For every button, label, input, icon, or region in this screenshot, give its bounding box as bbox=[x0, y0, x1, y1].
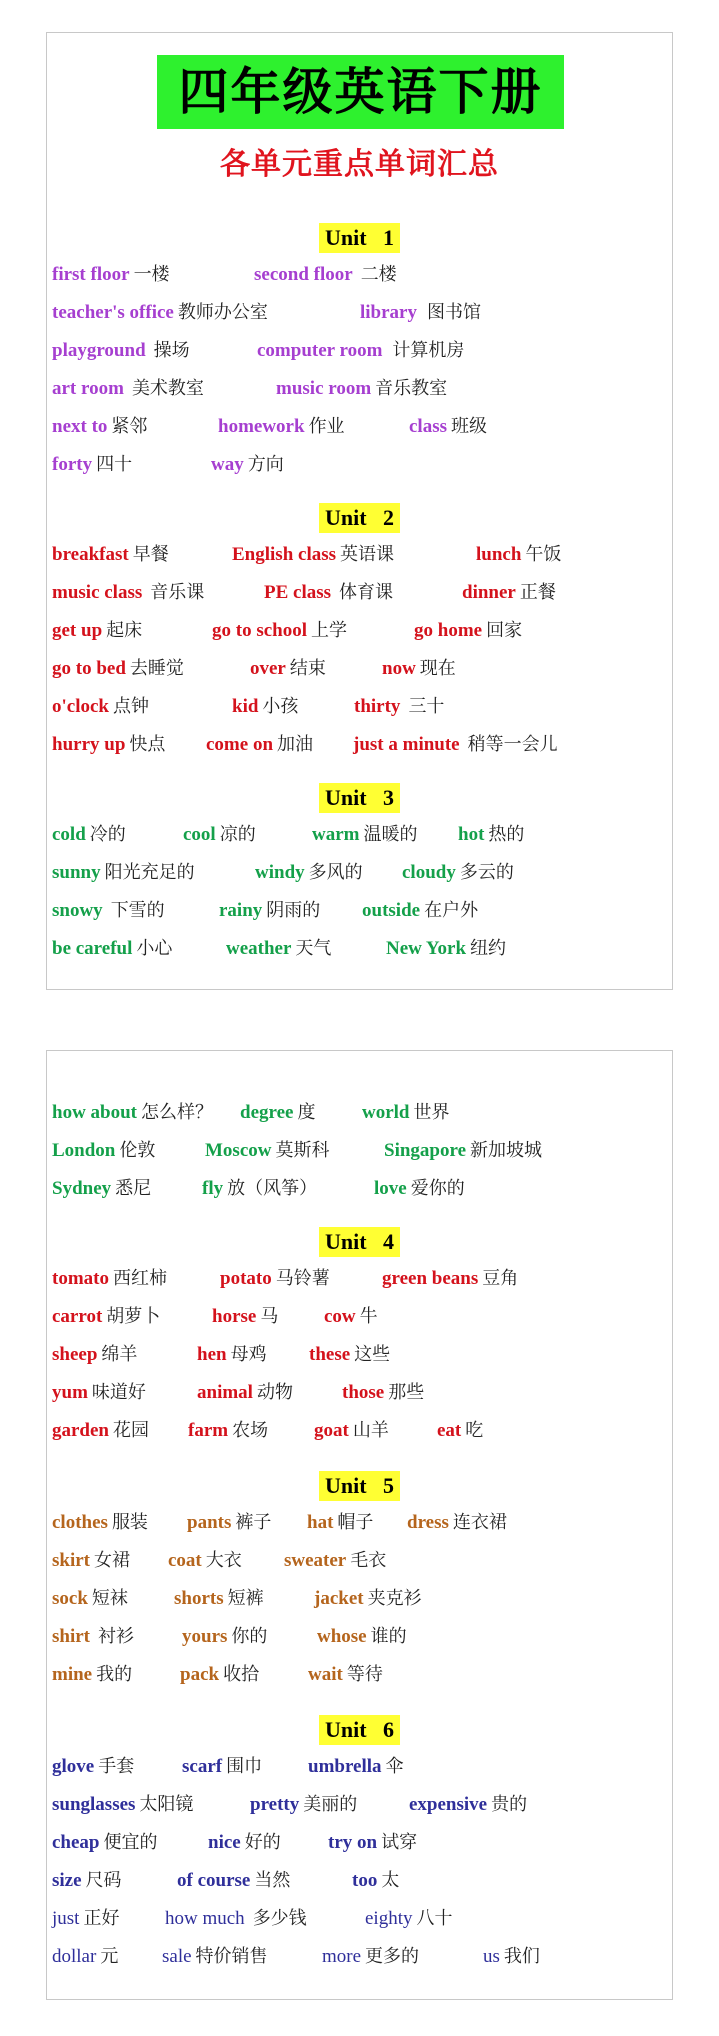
vocab-meaning: 度 bbox=[297, 1102, 316, 1123]
vocab-word: go to school bbox=[212, 620, 307, 641]
vocab-meaning: 衬衫 bbox=[98, 1626, 134, 1647]
vocab-meaning: 二楼 bbox=[360, 264, 397, 285]
vocab-word: mine bbox=[52, 1664, 93, 1685]
unit-4-heading: Unit 4 bbox=[319, 1227, 400, 1257]
vocab-word: sale bbox=[162, 1946, 192, 1967]
vocab-word: forty bbox=[52, 454, 93, 475]
vocab-word: second floor bbox=[254, 264, 353, 285]
vocab-meaning: 纽约 bbox=[470, 938, 507, 959]
vocab-word: more bbox=[322, 1946, 362, 1967]
vocab-word: pretty bbox=[250, 1794, 300, 1815]
vocab-meaning: 班级 bbox=[451, 416, 487, 437]
vocab-word: sunny bbox=[52, 862, 101, 883]
vocab-meaning: 温暖的 bbox=[363, 824, 418, 845]
vocab-word: Moscow bbox=[205, 1140, 272, 1161]
vocab-meaning: 贵的 bbox=[491, 1794, 528, 1815]
vocab-word: whose bbox=[317, 1626, 367, 1647]
vocab-word: skirt bbox=[52, 1550, 90, 1571]
vocab-meaning: 绵羊 bbox=[101, 1344, 138, 1365]
vocab-word: outside bbox=[362, 900, 421, 921]
vocab-meaning: 手套 bbox=[98, 1756, 135, 1777]
vocab-word: now bbox=[382, 658, 416, 679]
vocab-meaning: 放（风筝） bbox=[227, 1178, 318, 1199]
vocab-meaning: 结束 bbox=[289, 658, 326, 679]
vocab-word: goat bbox=[314, 1420, 349, 1441]
vocab-meaning: 小心 bbox=[136, 938, 173, 959]
vocab-meaning: 等待 bbox=[346, 1664, 383, 1685]
vocab-word: cloudy bbox=[402, 862, 456, 883]
vocab-word: sock bbox=[52, 1588, 88, 1609]
vocab-meaning: 音乐教室 bbox=[375, 378, 448, 399]
vocab-word: shorts bbox=[174, 1588, 224, 1609]
vocab-word: shirt bbox=[52, 1626, 90, 1647]
vocab-meaning: 元 bbox=[100, 1946, 119, 1967]
vocab-meaning: 世界 bbox=[413, 1102, 450, 1123]
vocab-word: umbrella bbox=[308, 1756, 382, 1777]
vocab-word: cold bbox=[52, 824, 86, 845]
vocab-word: way bbox=[211, 454, 244, 475]
unit-6-heading: Unit 6 bbox=[319, 1715, 400, 1745]
vocab-word: dinner bbox=[462, 582, 516, 603]
vocab-meaning: 母鸡 bbox=[230, 1344, 267, 1365]
vocab-meaning: 冷的 bbox=[89, 824, 126, 845]
vocab-meaning: 更多的 bbox=[365, 1946, 420, 1967]
vocab-meaning: 美丽的 bbox=[303, 1794, 358, 1815]
vocab-meaning: 三十 bbox=[408, 696, 445, 717]
vocab-word: thirty bbox=[354, 696, 401, 717]
vocab-word: go to bed bbox=[52, 658, 126, 679]
vocab-word: love bbox=[374, 1178, 407, 1199]
vocab-word: tomato bbox=[52, 1268, 109, 1289]
vocab-meaning: 去睡觉 bbox=[129, 658, 184, 679]
vocab-meaning: 怎么样？ bbox=[141, 1102, 213, 1123]
vocab-word: weather bbox=[226, 938, 292, 959]
vocab-word: cheap bbox=[52, 1832, 100, 1853]
vocab-word: homework bbox=[218, 416, 305, 437]
vocab-meaning: 试穿 bbox=[381, 1832, 418, 1853]
vocab-meaning: 加油 bbox=[277, 734, 314, 755]
vocab-word: over bbox=[250, 658, 286, 679]
vocab-meaning: 裤子 bbox=[235, 1512, 272, 1533]
vocab-word: animal bbox=[197, 1382, 253, 1403]
vocab-word: of course bbox=[177, 1870, 251, 1891]
vocab-word: lunch bbox=[476, 544, 522, 565]
unit-2-heading: Unit 2 bbox=[319, 503, 400, 533]
subtitle: 各单元重点单词汇总 bbox=[220, 147, 499, 182]
vocab-meaning: 新加坡城 bbox=[470, 1140, 543, 1161]
vocab-meaning: 上学 bbox=[311, 620, 347, 641]
vocab-word: music room bbox=[276, 378, 372, 399]
vocab-word: clothes bbox=[52, 1512, 108, 1533]
vocab-meaning: 便宜的 bbox=[103, 1832, 158, 1853]
vocab-word: teacher's office bbox=[52, 302, 174, 323]
vocab-meaning: 你的 bbox=[231, 1626, 268, 1647]
vocab-word: Singapore bbox=[384, 1140, 467, 1161]
vocab-meaning: 正餐 bbox=[519, 582, 556, 603]
vocab-word: windy bbox=[255, 862, 305, 883]
vocab-word: farm bbox=[188, 1420, 229, 1441]
vocab-meaning: 马 bbox=[260, 1306, 279, 1327]
vocab-meaning: 这些 bbox=[354, 1344, 391, 1365]
vocab-meaning: 太 bbox=[381, 1870, 400, 1891]
vocab-meaning: 马铃薯 bbox=[275, 1268, 330, 1289]
vocab-meaning: 太阳镜 bbox=[139, 1794, 194, 1815]
vocab-meaning: 音乐课 bbox=[150, 582, 205, 603]
vocab-meaning: 八十 bbox=[416, 1908, 453, 1929]
vocab-meaning: 莫斯科 bbox=[275, 1140, 330, 1161]
vocab-word: art room bbox=[52, 378, 124, 399]
page-1 bbox=[46, 32, 673, 990]
vocab-word: warm bbox=[312, 824, 360, 845]
vocab-meaning: 服装 bbox=[111, 1512, 148, 1533]
vocab-word: go home bbox=[414, 620, 483, 641]
vocab-word: size bbox=[52, 1870, 82, 1891]
vocab-meaning: 紧邻 bbox=[111, 416, 148, 437]
vocab-meaning: 一楼 bbox=[133, 264, 170, 285]
vocab-word: hot bbox=[458, 824, 485, 845]
vocab-meaning: 连衣裙 bbox=[452, 1512, 507, 1533]
vocab-word: library bbox=[360, 302, 417, 323]
vocab-word: rainy bbox=[219, 900, 263, 921]
vocab-meaning: 伞 bbox=[385, 1756, 404, 1777]
vocab-word: world bbox=[362, 1102, 410, 1123]
vocab-meaning: 多云的 bbox=[459, 862, 514, 883]
vocab-word: eighty bbox=[365, 1908, 413, 1929]
vocab-word: dress bbox=[407, 1512, 449, 1533]
vocab-meaning: 体育课 bbox=[339, 582, 394, 603]
vocab-word: cool bbox=[183, 824, 216, 845]
vocab-meaning: 尺码 bbox=[85, 1870, 122, 1891]
vocab-word: how much bbox=[165, 1908, 245, 1929]
vocab-word: sunglasses bbox=[52, 1794, 136, 1815]
vocab-word: dollar bbox=[52, 1946, 97, 1967]
vocab-word: Sydney bbox=[52, 1178, 112, 1199]
vocab-word: wait bbox=[308, 1664, 343, 1685]
vocab-word: pack bbox=[180, 1664, 220, 1685]
vocab-meaning: 伦敦 bbox=[119, 1140, 156, 1161]
vocab-word: kid bbox=[232, 696, 259, 717]
vocab-word: just a minute bbox=[353, 734, 460, 755]
vocab-word: too bbox=[352, 1870, 378, 1891]
vocab-word: coat bbox=[168, 1550, 202, 1571]
vocab-meaning: 操场 bbox=[153, 340, 190, 361]
vocab-meaning: 山羊 bbox=[352, 1420, 389, 1441]
vocab-meaning: 稍等一会儿 bbox=[467, 734, 558, 755]
vocab-meaning: 回家 bbox=[486, 620, 523, 641]
vocab-meaning: 当然 bbox=[254, 1870, 291, 1891]
vocab-meaning: 在户外 bbox=[424, 900, 479, 921]
vocab-word: how about bbox=[52, 1102, 137, 1123]
vocab-meaning: 我们 bbox=[503, 1946, 540, 1967]
vocab-meaning: 图书馆 bbox=[427, 302, 481, 323]
vocab-meaning: 夹克衫 bbox=[367, 1588, 422, 1609]
vocab-meaning: 方向 bbox=[247, 454, 284, 475]
vocab-meaning: 牛 bbox=[359, 1306, 378, 1327]
vocab-word: breakfast bbox=[52, 544, 129, 565]
vocab-meaning: 女裙 bbox=[94, 1550, 130, 1571]
vocab-meaning: 正好 bbox=[83, 1908, 120, 1929]
vocab-meaning: 大衣 bbox=[205, 1550, 242, 1571]
vocab-word: hurry up bbox=[52, 734, 126, 755]
vocab-word: playground bbox=[52, 340, 146, 361]
vocab-meaning: 那些 bbox=[388, 1382, 425, 1403]
vocab-meaning: 四十 bbox=[96, 454, 133, 475]
vocab-word: horse bbox=[212, 1306, 257, 1327]
vocab-meaning: 吃 bbox=[465, 1420, 484, 1441]
vocab-meaning: 天气 bbox=[295, 938, 332, 959]
vocab-word: hen bbox=[197, 1344, 227, 1365]
vocab-meaning: 美术教室 bbox=[131, 378, 204, 399]
vocab-meaning: 胡萝卜 bbox=[106, 1306, 161, 1327]
vocab-word: those bbox=[342, 1382, 385, 1403]
vocab-meaning: 凉的 bbox=[219, 824, 256, 845]
vocab-meaning: 作业 bbox=[308, 416, 345, 437]
vocab-meaning: 阴雨的 bbox=[266, 900, 321, 921]
vocab-meaning: 动物 bbox=[256, 1382, 293, 1403]
vocab-word: music class bbox=[52, 582, 143, 603]
vocab-word: jacket bbox=[314, 1588, 364, 1609]
vocab-word: try on bbox=[328, 1832, 378, 1853]
vocab-meaning: 小孩 bbox=[262, 696, 299, 717]
vocab-meaning: 短袜 bbox=[91, 1588, 128, 1609]
vocab-word: sheep bbox=[52, 1344, 98, 1365]
vocab-word: get up bbox=[52, 620, 103, 641]
vocab-word: degree bbox=[240, 1102, 294, 1123]
vocab-meaning: 谁的 bbox=[370, 1626, 407, 1647]
vocab-meaning: 好的 bbox=[244, 1832, 281, 1853]
vocab-meaning: 教师办公室 bbox=[177, 302, 268, 323]
vocab-word: green beans bbox=[382, 1268, 479, 1289]
vocab-word: nice bbox=[208, 1832, 241, 1853]
vocab-word: glove bbox=[52, 1756, 95, 1777]
vocab-meaning: 下雪的 bbox=[110, 900, 165, 921]
vocab-meaning: 爱你的 bbox=[410, 1178, 465, 1199]
vocab-word: snowy bbox=[52, 900, 103, 921]
vocab-meaning: 花园 bbox=[113, 1420, 149, 1441]
page-2 bbox=[46, 1050, 673, 2000]
vocab-meaning: 多风的 bbox=[308, 862, 363, 883]
vocab-word: scarf bbox=[182, 1756, 223, 1777]
vocab-meaning: 豆角 bbox=[482, 1268, 519, 1289]
vocab-word: New York bbox=[386, 938, 467, 959]
vocab-word: o'clock bbox=[52, 696, 109, 717]
main-title: 四年级英语下册 bbox=[157, 55, 564, 129]
vocab-word: be careful bbox=[52, 938, 133, 959]
vocab-word: potato bbox=[220, 1268, 272, 1289]
vocab-word: sweater bbox=[284, 1550, 347, 1571]
vocab-word: garden bbox=[52, 1420, 109, 1441]
vocab-meaning: 毛衣 bbox=[350, 1550, 387, 1571]
vocab-meaning: 午饭 bbox=[525, 544, 562, 565]
vocab-word: first floor bbox=[52, 264, 130, 285]
vocab-meaning: 围巾 bbox=[226, 1756, 263, 1777]
vocab-word: hat bbox=[307, 1512, 334, 1533]
unit-5-heading: Unit 5 bbox=[319, 1471, 400, 1501]
vocab-word: these bbox=[309, 1344, 351, 1365]
vocab-word: class bbox=[409, 416, 447, 437]
unit-3-heading: Unit 3 bbox=[319, 783, 400, 813]
vocab-word: cow bbox=[324, 1306, 356, 1327]
vocab-meaning: 快点 bbox=[129, 734, 166, 755]
vocab-meaning: 热的 bbox=[488, 824, 525, 845]
vocab-word: carrot bbox=[52, 1306, 103, 1327]
vocab-meaning: 短裤 bbox=[227, 1588, 264, 1609]
vocab-meaning: 现在 bbox=[419, 658, 456, 679]
vocab-meaning: 悉尼 bbox=[115, 1178, 152, 1199]
vocab-word: yum bbox=[52, 1382, 88, 1403]
vocab-word: next to bbox=[52, 416, 108, 437]
vocab-meaning: 特价销售 bbox=[195, 1946, 268, 1967]
vocab-word: London bbox=[52, 1140, 116, 1161]
vocab-word: just bbox=[52, 1908, 80, 1929]
vocab-word: fly bbox=[202, 1178, 224, 1199]
vocab-word: PE class bbox=[264, 582, 332, 603]
vocab-meaning: 英语课 bbox=[340, 544, 395, 565]
vocab-word: expensive bbox=[409, 1794, 488, 1815]
vocab-word: yours bbox=[182, 1626, 228, 1647]
vocab-meaning: 多少钱 bbox=[252, 1908, 307, 1929]
vocab-meaning: 阳光充足的 bbox=[104, 862, 195, 883]
vocab-meaning: 味道好 bbox=[91, 1382, 146, 1403]
vocab-meaning: 点钟 bbox=[113, 696, 149, 717]
vocab-word: eat bbox=[437, 1420, 462, 1441]
vocab-word: computer room bbox=[257, 340, 383, 361]
vocab-meaning: 计算机房 bbox=[392, 340, 465, 361]
vocab-meaning: 起床 bbox=[106, 620, 143, 641]
vocab-word: pants bbox=[187, 1512, 232, 1533]
vocab-word: us bbox=[483, 1946, 500, 1967]
vocab-meaning: 农场 bbox=[232, 1420, 269, 1441]
vocab-meaning: 帽子 bbox=[337, 1512, 374, 1533]
vocab-meaning: 我的 bbox=[96, 1664, 133, 1685]
vocab-word: English class bbox=[232, 544, 337, 565]
vocab-meaning: 收拾 bbox=[223, 1664, 260, 1685]
unit-1-heading: Unit 1 bbox=[319, 223, 400, 253]
vocab-meaning: 早餐 bbox=[132, 544, 169, 565]
vocab-meaning: 西红柿 bbox=[112, 1268, 167, 1289]
vocab-word: come on bbox=[206, 734, 274, 755]
